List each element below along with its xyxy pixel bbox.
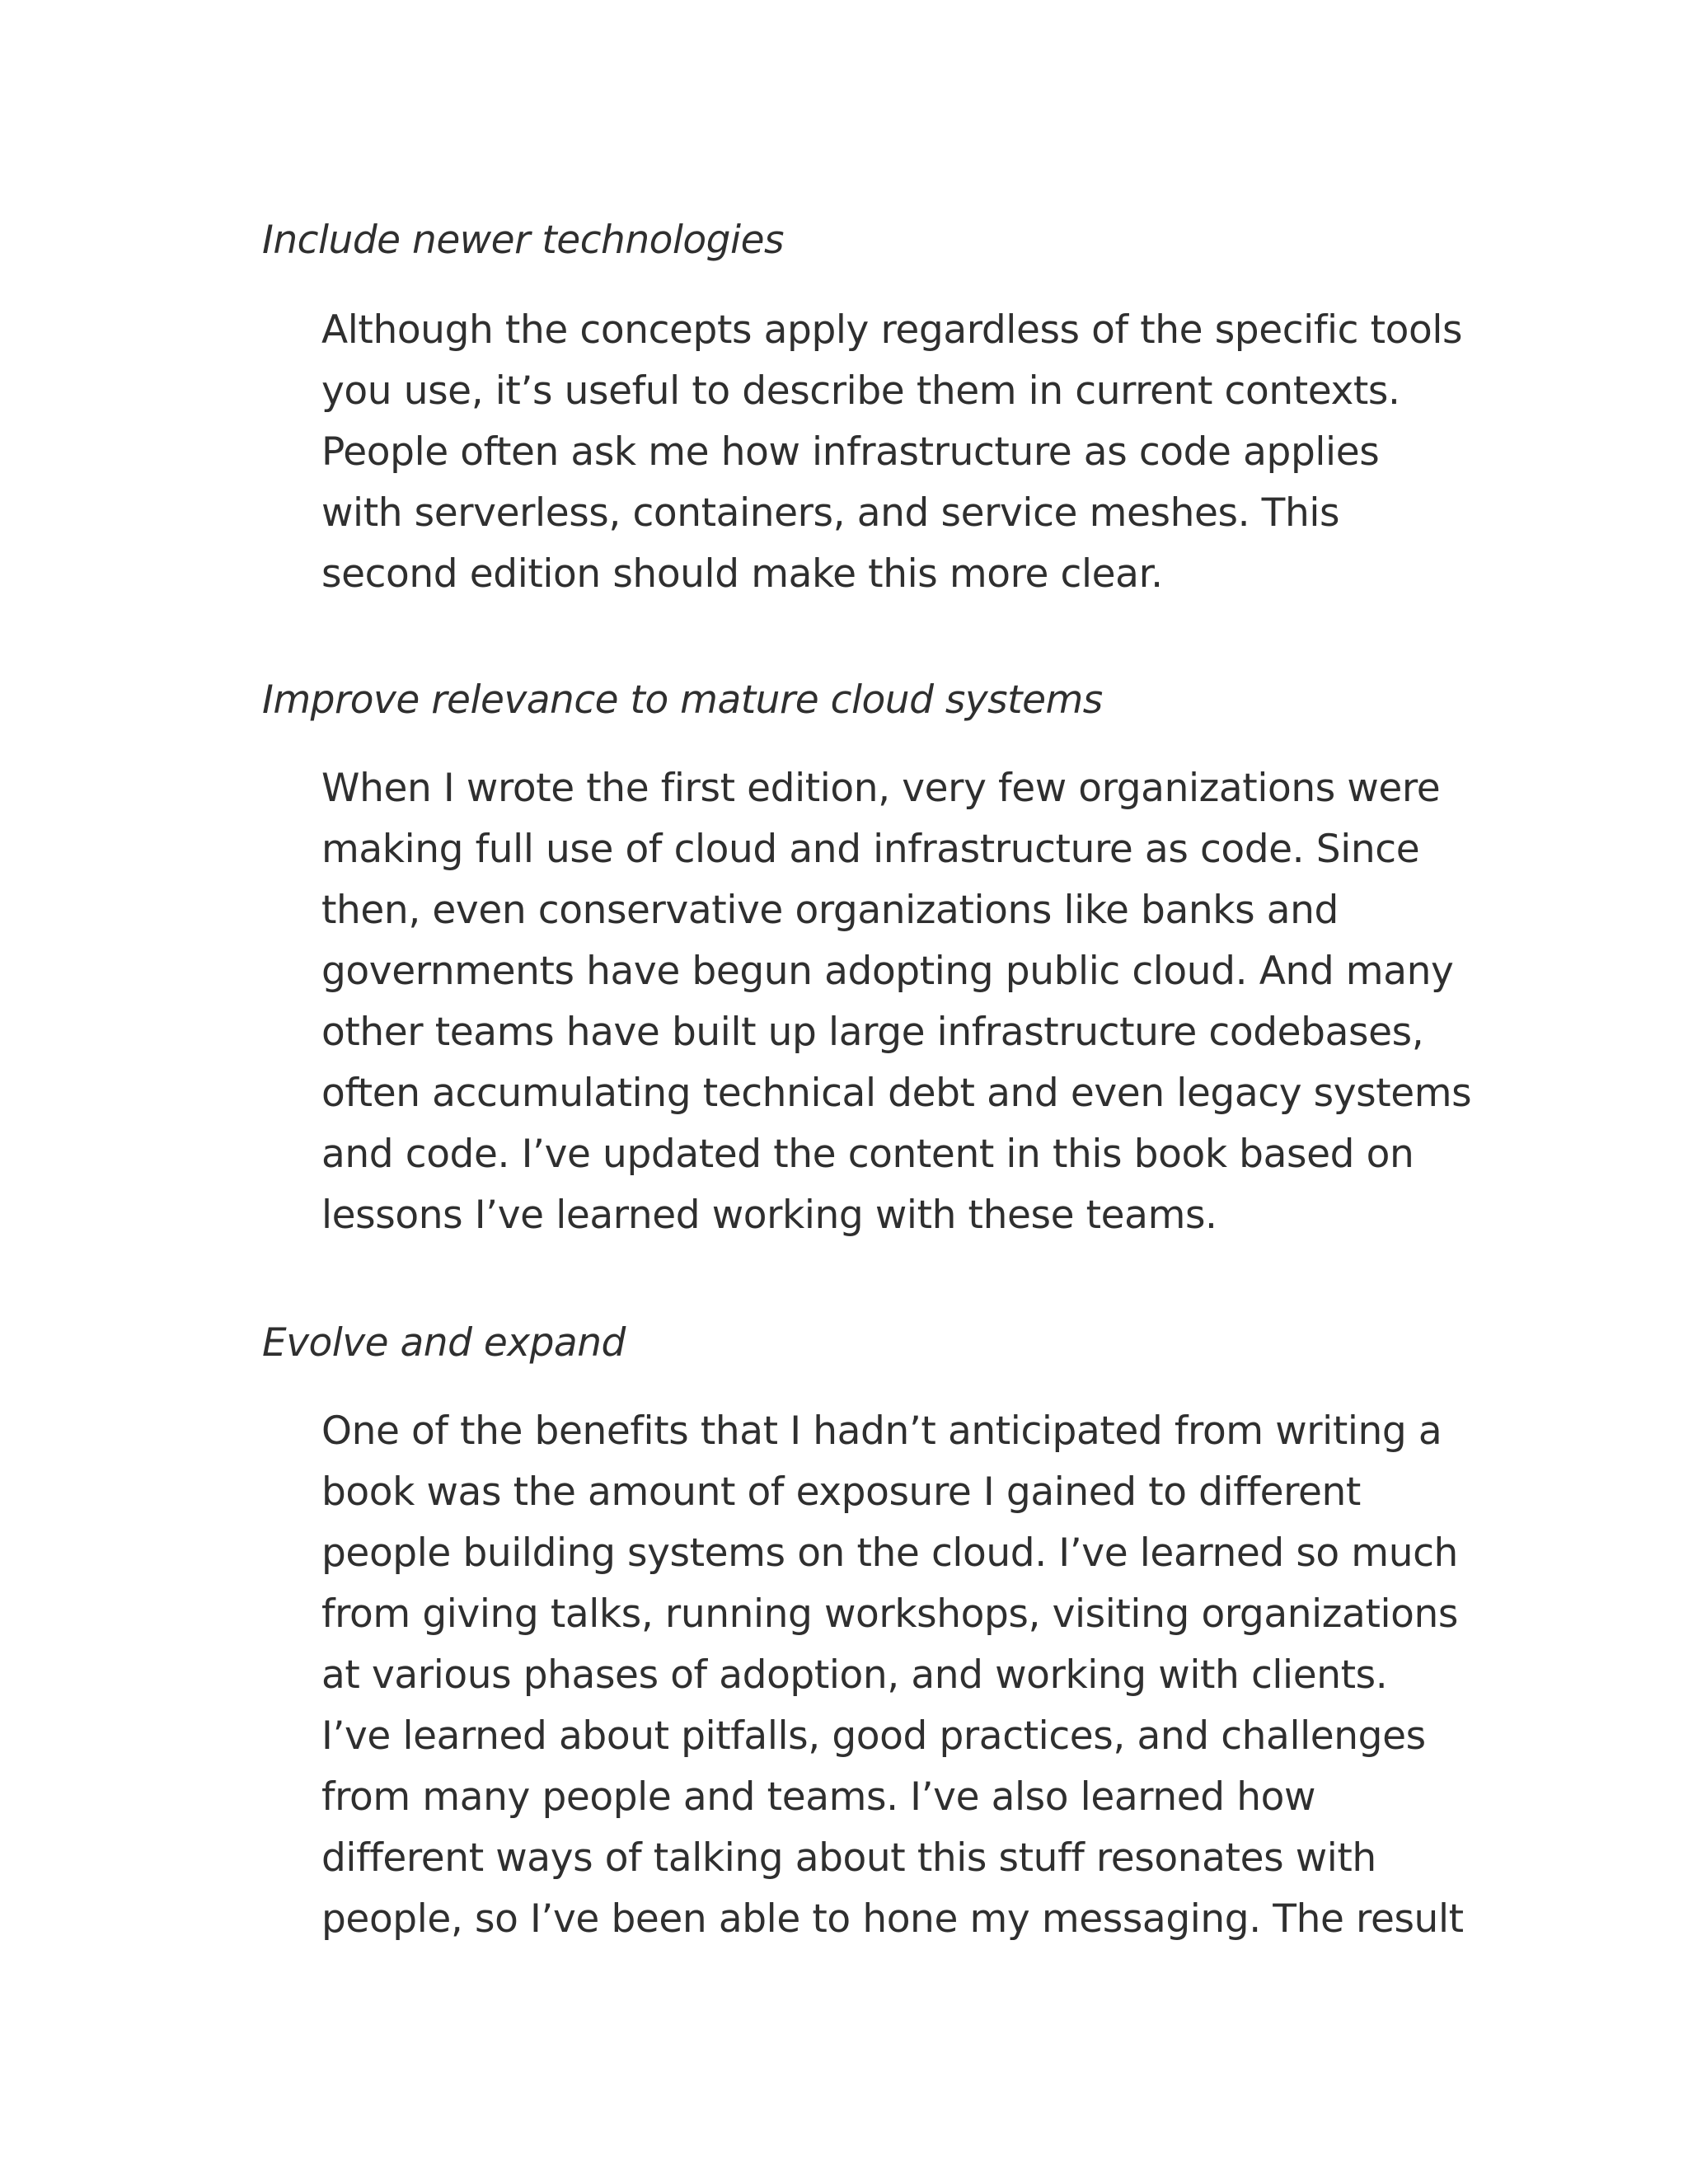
paragraph-line: When I wrote the first edition, very few organizations were [321,766,1441,811]
paragraph-line: then, even conservative organizations like banks and [321,888,1339,933]
paragraph-line: One of the benefits that I hadn’t anticipated from writing a [321,1408,1442,1454]
paragraph-line: with serverless, containers, and service meshes. This [321,490,1340,536]
paragraph-line: book was the amount of exposure I gained to different [321,1469,1361,1515]
section-term-newer-technologies: Include newer technologies [262,218,784,263]
paragraph-line: at various phases of adoption, and working with clients. [321,1652,1388,1698]
paragraph-line: people, so I’ve been able to hone my messaging. The result [321,1896,1464,1942]
section-paragraph-mature-cloud-systems [321,758,1475,1246]
paragraph-line: often accumulating technical debt and even legacy systems [321,1071,1472,1116]
paragraph-line: Although the concepts apply regardless of the specific tools [321,307,1463,353]
paragraph-line: different ways of talking about this stuff resonates with [321,1835,1376,1881]
paragraph-line: lessons I’ve learned working with these teams. [321,1193,1217,1238]
paragraph-line: from many people and teams. I’ve also learned how [321,1774,1316,1820]
paragraph-line: people building systems on the cloud. I’ve learned so much [321,1530,1458,1576]
paragraph-line: making full use of cloud and infrastructure as code. Since [321,827,1420,872]
paragraph-line: from giving talks, running workshops, visiting organizations [321,1591,1458,1637]
paragraph-line: I’ve learned about pitfalls, good practices, and challenges [321,1713,1426,1759]
paragraph-line: governments have begun adopting public cloud. And many [321,949,1454,994]
paragraph-line: you use, it’s useful to describe them in current contexts. [321,368,1400,414]
section-term-mature-cloud-systems: Improve relevance to mature cloud systems [262,677,1103,723]
section-term-evolve-and-expand: Evolve and expand [262,1320,626,1366]
section-paragraph-newer-technologies [321,300,1475,605]
paragraph-line: second edition should make this more clear. [321,551,1163,597]
section-paragraph-evolve-and-expand [321,1401,1475,1950]
paragraph-line: People often ask me how infrastructure as code applies [321,429,1380,475]
paragraph-line: other teams have built up large infrastructure codebases, [321,1010,1424,1055]
paragraph-line: and code. I’ve updated the content in this book based on [321,1132,1414,1177]
